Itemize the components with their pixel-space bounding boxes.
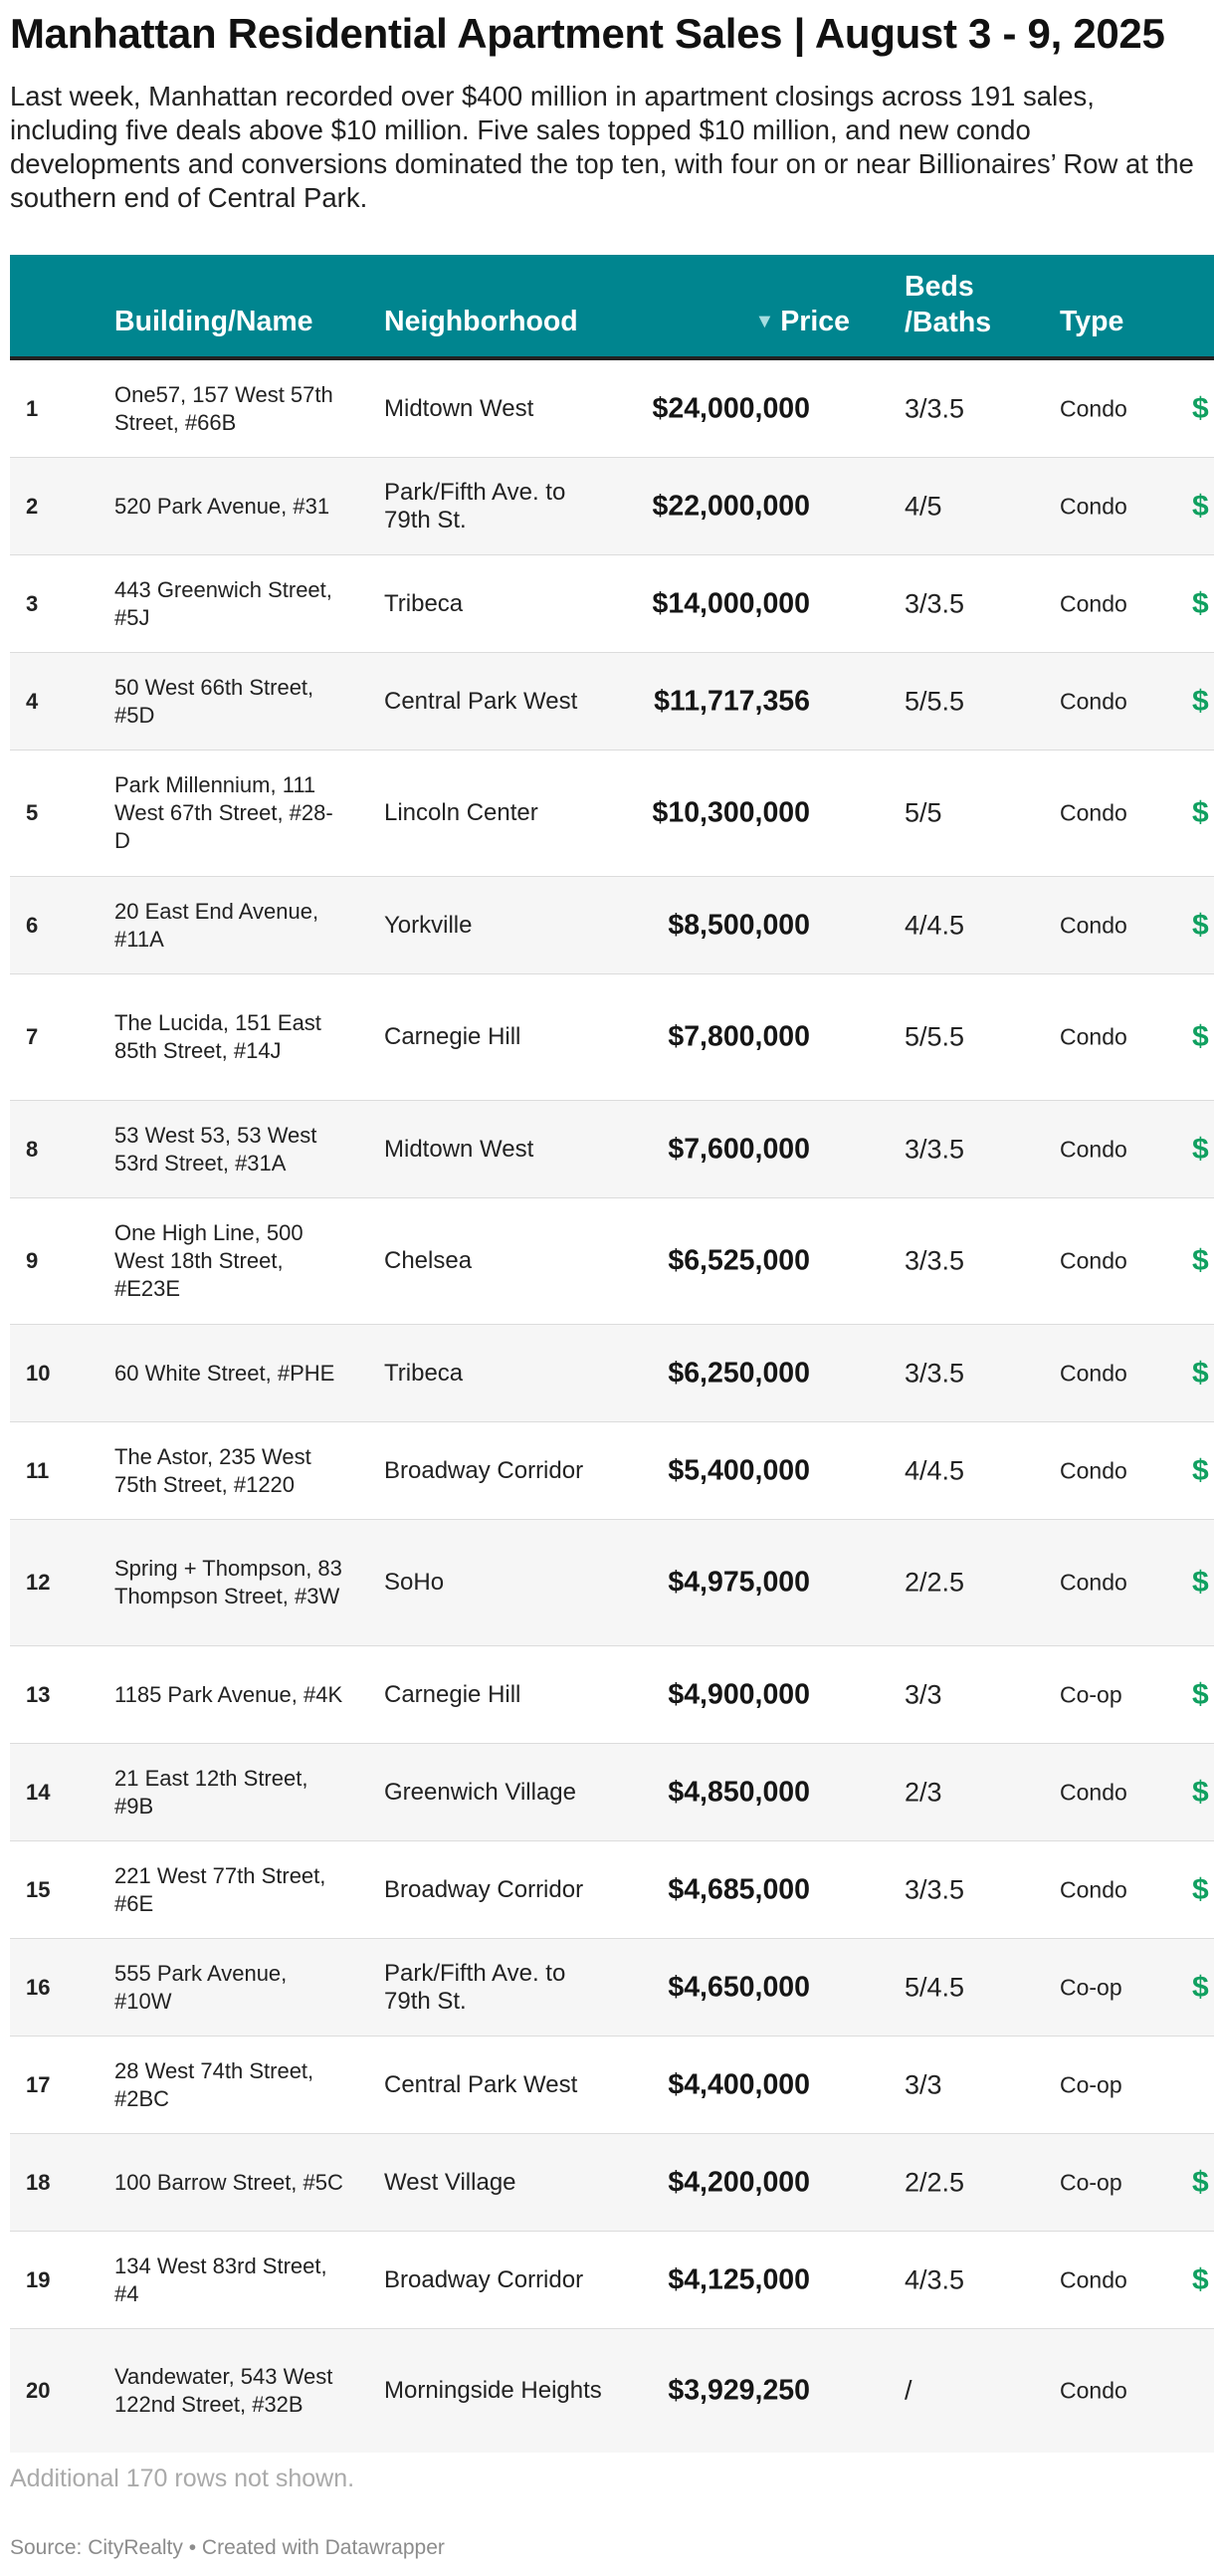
beds-baths-cell: 5/5 <box>905 797 942 828</box>
beds-baths-cell: 5/4.5 <box>905 1972 965 2002</box>
price-cell: $7,600,000 <box>668 1133 810 1165</box>
intro-description: Last week, Manhattan recorded over $400 million in apartment closings across 191 sales, including five deals above $10 million. Five sales topped $10 million, and new condo developments and conversions dominated the top ten, with four on or near Billionaires’ Row at the southern end of Central Park. <box>10 81 1194 213</box>
table-body <box>10 360 1214 2453</box>
rank-cell: 6 <box>26 912 39 938</box>
rank-cell: 19 <box>26 2266 51 2292</box>
building-cell: 134 West 83rd Street, #4 <box>114 2253 327 2306</box>
header-beds-baths[interactable] <box>905 269 991 340</box>
page-title: Manhattan Residential Apartment Sales | August 3 - 9, 2025 <box>10 10 1165 57</box>
building-cell: 60 White Street, #PHE <box>114 1360 335 1386</box>
rank-cell: 9 <box>26 1248 39 1273</box>
table-row <box>10 974 1214 1101</box>
neighborhood-cell: Chelsea <box>384 1247 473 1274</box>
sort-descending-icon: ▼ <box>754 311 775 332</box>
type-cell: Condo <box>1060 1136 1127 1162</box>
source-credit: Source: CityRealty • Created with Datawrapper <box>10 2536 445 2559</box>
table-header <box>10 255 1214 360</box>
rank-cell: 13 <box>26 1681 51 1707</box>
price-cell: $24,000,000 <box>652 392 810 424</box>
price-cell: $4,975,000 <box>668 1566 810 1599</box>
neighborhood-cell: Lincoln Center <box>384 799 538 826</box>
building-cell: 555 Park Avenue, #10W <box>114 1960 288 2014</box>
type-cell: Co-op <box>1060 2169 1122 2195</box>
truncated-column-cell: $ <box>1192 1970 1209 2004</box>
neighborhood-cell: Greenwich Village <box>384 1778 576 1806</box>
price-cell: $4,900,000 <box>668 1678 810 1710</box>
type-cell: Condo <box>1060 1457 1127 1483</box>
price-cell: $4,200,000 <box>668 2166 810 2198</box>
type-cell: Condo <box>1060 1023 1127 1050</box>
building-cell: Spring + Thompson, 83 Thompson Street, #3W <box>114 1556 342 1609</box>
rank-cell: 2 <box>26 493 39 519</box>
price-cell: $4,400,000 <box>668 2068 810 2100</box>
table-row <box>10 2037 1214 2134</box>
table-row <box>10 653 1214 751</box>
rank-cell: 18 <box>26 2169 51 2195</box>
price-cell: $6,525,000 <box>668 1244 810 1277</box>
type-cell: Condo <box>1060 590 1127 616</box>
rank-cell: 5 <box>26 800 39 825</box>
beds-baths-cell: 5/5.5 <box>905 1021 965 1052</box>
rank-cell: 3 <box>26 590 39 616</box>
table-row <box>10 1101 1214 1198</box>
beds-baths-cell: 3/3.5 <box>905 1358 965 1388</box>
neighborhood-cell: Tribeca <box>384 1359 464 1387</box>
rank-cell: 8 <box>26 1136 39 1162</box>
building-cell: One57, 157 West 57th Street, #66B <box>114 381 333 435</box>
building-cell: Park Millennium, 111 West 67th Street, #28-D <box>114 772 333 853</box>
neighborhood-cell: Carnegie Hill <box>384 1680 521 1708</box>
sales-table <box>10 255 1214 2453</box>
table-row <box>10 1198 1214 1325</box>
table-row <box>10 2134 1214 2232</box>
building-cell: 1185 Park Avenue, #4K <box>114 1681 343 1707</box>
beds-baths-cell: 3/3 <box>905 2069 942 2099</box>
price-cell: $6,250,000 <box>668 1357 810 1389</box>
beds-baths-cell: 3/3.5 <box>905 393 965 423</box>
header-baths-label: /Baths <box>905 307 992 338</box>
type-cell: Condo <box>1060 493 1127 519</box>
rank-cell: 20 <box>26 2378 51 2403</box>
neighborhood-cell: Park/Fifth Ave. to 79th St. <box>384 1959 566 2015</box>
truncated-column-cell: $ <box>1192 1566 1209 1599</box>
beds-baths-cell: 3/3.5 <box>905 588 965 618</box>
type-cell: Condo <box>1060 395 1127 421</box>
truncated-column-cell: $ <box>1192 1677 1209 1711</box>
type-cell: Co-op <box>1060 1974 1122 2000</box>
table-row <box>10 2329 1214 2453</box>
beds-baths-cell: 3/3.5 <box>905 1874 965 1904</box>
neighborhood-cell: Midtown West <box>384 1135 534 1163</box>
truncated-column-cell: $ <box>1192 1244 1209 1277</box>
neighborhood-cell: West Village <box>384 2168 516 2196</box>
truncated-column-cell: $ <box>1192 684 1209 718</box>
type-cell: Condo <box>1060 1569 1127 1596</box>
beds-baths-cell: 4/4.5 <box>905 910 965 940</box>
price-cell: $3,929,250 <box>668 2374 810 2407</box>
price-cell: $4,125,000 <box>668 2263 810 2295</box>
truncated-column-cell: $ <box>1192 391 1209 425</box>
beds-baths-cell: 2/2.5 <box>905 1567 965 1598</box>
truncated-column-cell: $ <box>1192 1872 1209 1906</box>
neighborhood-cell: Carnegie Hill <box>384 1023 521 1050</box>
building-cell: 221 West 77th Street, #6E <box>114 1862 326 1916</box>
neighborhood-cell: Broadway Corridor <box>384 2265 584 2293</box>
type-cell: Condo <box>1060 2377 1127 2404</box>
building-cell: The Astor, 235 West 75th Street, #1220 <box>114 1443 311 1497</box>
building-cell: 20 East End Avenue, #11A <box>114 898 319 952</box>
type-cell: Condo <box>1060 1247 1127 1274</box>
header-price-label: Price <box>780 306 850 337</box>
truncated-column-cell: $ <box>1192 2262 1209 2296</box>
header-neighborhood[interactable]: Neighborhood <box>384 306 578 337</box>
building-cell: Vandewater, 543 West 122nd Street, #32B <box>114 2364 333 2417</box>
table-row <box>10 1744 1214 1841</box>
type-cell: Condo <box>1060 799 1127 826</box>
type-cell: Condo <box>1060 912 1127 938</box>
table-row <box>10 458 1214 555</box>
neighborhood-cell: Midtown West <box>384 394 534 422</box>
truncated-column-cell: $ <box>1192 1132 1209 1166</box>
type-cell: Condo <box>1060 1779 1127 1805</box>
price-cell: $4,685,000 <box>668 1873 810 1905</box>
type-cell: Co-op <box>1060 1681 1122 1707</box>
table-row <box>10 2232 1214 2329</box>
truncated-column-cell: $ <box>1192 586 1209 620</box>
price-cell: $11,717,356 <box>654 685 810 717</box>
table-row <box>10 751 1214 877</box>
truncated-column-cell: $ <box>1192 489 1209 523</box>
neighborhood-cell: Tribeca <box>384 589 464 617</box>
rank-cell: 10 <box>26 1360 51 1386</box>
rank-cell: 11 <box>26 1457 50 1483</box>
building-cell: One High Line, 500 West 18th Street, #E23E <box>114 1220 304 1301</box>
neighborhood-cell: Broadway Corridor <box>384 1456 584 1484</box>
beds-baths-cell: 3/3 <box>905 1679 942 1709</box>
building-cell: 100 Barrow Street, #5C <box>114 2169 343 2195</box>
rank-cell: 16 <box>26 1974 51 2000</box>
beds-baths-cell: 3/3.5 <box>905 1245 965 1276</box>
truncated-column-cell: $ <box>1192 2165 1209 2199</box>
header-price[interactable] <box>754 305 850 341</box>
table-row <box>10 1841 1214 1939</box>
building-cell: 50 West 66th Street, #5D <box>114 674 314 728</box>
building-cell: 520 Park Avenue, #31 <box>114 493 330 519</box>
truncated-column-cell: $ <box>1192 1453 1209 1487</box>
neighborhood-cell: Park/Fifth Ave. to 79th St. <box>384 478 566 534</box>
neighborhood-cell: Morningside Heights <box>384 2377 602 2404</box>
building-cell: 28 West 74th Street, #2BC <box>114 2057 314 2111</box>
type-cell: Condo <box>1060 2266 1127 2292</box>
type-cell: Co-op <box>1060 2071 1122 2097</box>
building-cell: 443 Greenwich Street, #5J <box>114 576 332 630</box>
neighborhood-cell: Central Park West <box>384 2070 578 2098</box>
neighborhood-cell: SoHo <box>384 1569 445 1596</box>
beds-baths-cell: 2/2.5 <box>905 2167 965 2197</box>
header-beds-label: Beds <box>905 271 974 303</box>
beds-baths-cell: / <box>905 2375 912 2406</box>
table-row <box>10 1422 1214 1520</box>
rank-cell: 17 <box>26 2071 51 2097</box>
price-cell: $22,000,000 <box>652 490 810 522</box>
beds-baths-cell: 5/5.5 <box>905 686 965 716</box>
rows-not-shown-note: Additional 170 rows not shown. <box>10 2465 355 2492</box>
type-cell: Condo <box>1060 1876 1127 1902</box>
building-cell: 21 East 12th Street, #9B <box>114 1765 308 1819</box>
truncated-column-cell: $ <box>1192 1775 1209 1809</box>
table-row <box>10 555 1214 653</box>
truncated-column-cell: $ <box>1192 1356 1209 1390</box>
truncated-column-cell: $ <box>1192 908 1209 942</box>
rank-cell: 1 <box>26 395 39 421</box>
rank-cell: 15 <box>26 1876 51 1902</box>
table-row <box>10 1939 1214 2037</box>
header-type[interactable]: Type <box>1060 306 1124 337</box>
price-cell: $4,850,000 <box>668 1776 810 1808</box>
beds-baths-cell: 3/3.5 <box>905 1134 965 1164</box>
type-cell: Condo <box>1060 1360 1127 1386</box>
beds-baths-cell: 4/3.5 <box>905 2264 965 2294</box>
rank-cell: 14 <box>26 1779 51 1805</box>
type-cell: Condo <box>1060 688 1127 714</box>
rank-cell: 7 <box>26 1024 39 1049</box>
price-cell: $7,800,000 <box>668 1020 810 1053</box>
price-cell: $5,400,000 <box>668 1454 810 1486</box>
truncated-column-cell: $ <box>1192 796 1209 829</box>
building-cell: The Lucida, 151 East 85th Street, #14J <box>114 1010 321 1063</box>
price-cell: $8,500,000 <box>668 909 810 941</box>
price-cell: $4,650,000 <box>668 1971 810 2003</box>
table-row <box>10 877 1214 974</box>
price-cell: $14,000,000 <box>652 587 810 619</box>
header-building[interactable]: Building/Name <box>114 306 313 337</box>
rank-cell: 12 <box>26 1570 51 1595</box>
neighborhood-cell: Central Park West <box>384 687 578 715</box>
rank-cell: 4 <box>26 688 39 714</box>
table-row <box>10 1520 1214 1646</box>
beds-baths-cell: 2/3 <box>905 1777 942 1807</box>
table-row <box>10 1646 1214 1744</box>
beds-baths-cell: 4/4.5 <box>905 1455 965 1485</box>
neighborhood-cell: Broadway Corridor <box>384 1875 584 1903</box>
table-row <box>10 1325 1214 1422</box>
building-cell: 53 West 53, 53 West 53rd Street, #31A <box>114 1122 317 1176</box>
neighborhood-cell: Yorkville <box>384 911 473 939</box>
table-row <box>10 360 1214 458</box>
truncated-column-cell: $ <box>1192 1020 1209 1053</box>
beds-baths-cell: 4/5 <box>905 491 942 521</box>
price-cell: $10,300,000 <box>652 796 810 829</box>
